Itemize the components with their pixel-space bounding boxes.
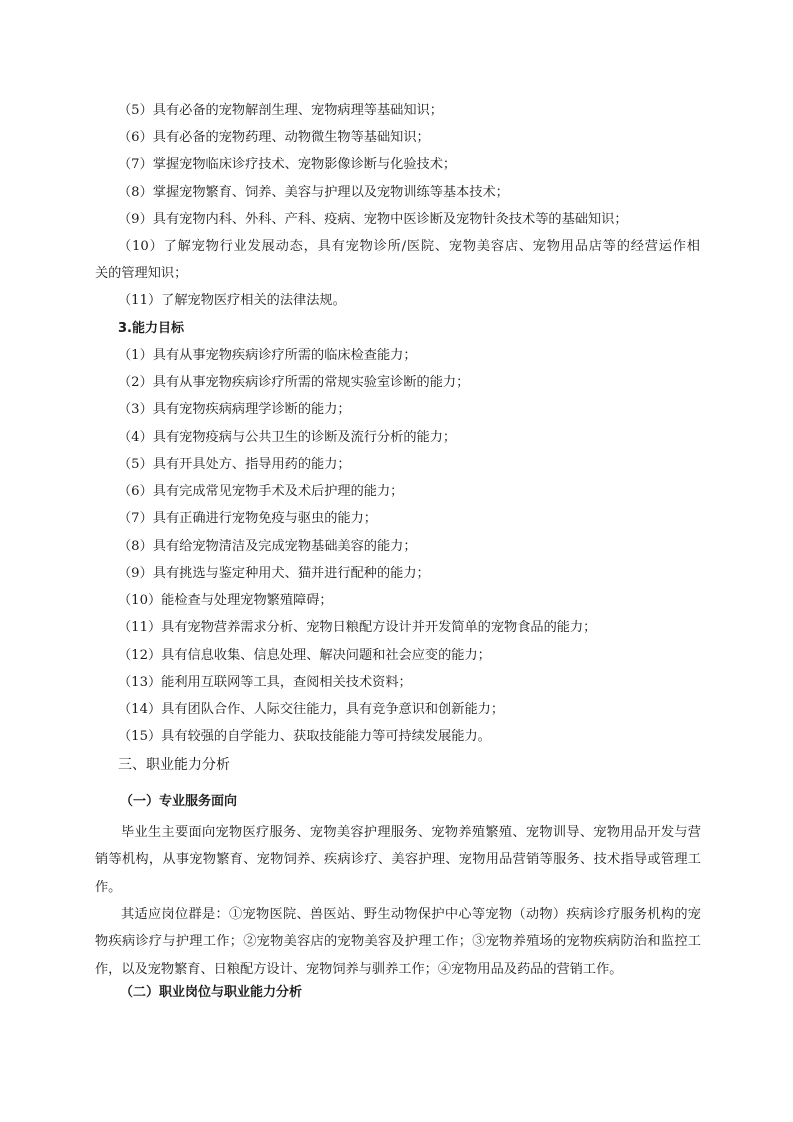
ability-item-9: （9）具有挑选与鉴定种用犬、猫并进行配种的能力； [118,566,430,581]
ability-item-15: （15）具有较强的自学能力、获取技能能力等可持续发展能力。 [118,729,491,744]
sub-two-title: （二）职业岗位与职业能力分析 [120,985,303,1000]
section-three-title: 三、职业能力分析 [118,757,230,773]
ability-item-4: （4）具有宠物疫病与公共卫生的诊断及流行分析的能力； [118,430,457,445]
knowledge-item-7: （7）掌握宠物临床诊疗技术、宠物影像诊断与化验技术； [118,157,457,172]
ability-item-5: （5）具有开具处方、指导用药的能力； [118,457,351,472]
ability-item-10: （10）能检查与处理宠物繁殖障碍； [118,593,333,608]
knowledge-item-9: （9）具有宠物内科、外科、产科、疫病、宠物中医诊断及宠物针灸技术等的基础知识； [118,212,628,227]
ability-item-7: （7）具有正确进行宠物免疫与驱虫的能力； [118,511,377,526]
ability-item-6: （6）具有完成常见宠物手术及术后护理的能力； [118,484,404,499]
ability-item-2: （2）具有从事宠物疾病诊疗所需的常规实验室诊断的能力； [118,375,470,390]
sub-one-para2: 其适应岗位群是：①宠物医院、兽医站、野生动物保护中心等宠物（动物）疾病诊疗服务机构的宠物疾病诊疗与护理工作；②宠物美容店的宠物美容及护理工作；③宠物养殖场的宠物疾病防治和监控工作，以及宠物繁育、日粮配方设计、宠物饲养与驯养工作；④宠物用品及药品的营销工作。 [95,907,701,977]
ability-item-13: （13）能利用互联网等工具，查阅相关技术资料； [118,675,412,690]
sub-one-title: （一）专业服务面向 [120,794,238,809]
ability-item-3: （3）具有宠物疾病病理学诊断的能力； [118,402,351,417]
knowledge-item-11: （11）了解宠物医疗相关的法律法规。 [118,293,346,308]
ability-goals-heading: 3.能力目标 [118,321,184,336]
knowledge-item-5: （5）具有必备的宠物解剖生理、宠物病理等基础知识； [118,103,443,118]
sub-one-para1: 毕业生主要面向宠物医疗服务、宠物美容护理服务、宠物养殖繁殖、宠物训导、宠物用品开发与营销等机构，从事宠物繁育、宠物饲养、疾病诊疗、美容护理、宠物用品营销等服务、技术指导或管理工作。 [95,825,701,895]
ability-item-14: （14）具有团队合作、人际交往能力，具有竞争意识和创新能力； [118,702,505,717]
ability-item-11: （11）具有宠物营养需求分析、宠物日粮配方设计并开发简单的宠物食品的能力； [118,620,597,635]
knowledge-item-10-cont: 关的管理知识； [95,266,188,281]
ability-item-1: （1）具有从事宠物疾病诊疗所需的临床检查能力； [118,348,417,363]
knowledge-item-6: （6）具有必备的宠物药理、动物微生物等基础知识； [118,130,430,145]
ability-item-12: （12）具有信息收集、信息处理、解决问题和社会应变的能力； [118,648,491,663]
ability-item-8: （8）具有给宠物清洁及完成宠物基础美容的能力； [118,539,417,554]
knowledge-item-8: （8）掌握宠物繁育、饲养、美容与护理以及宠物训练等基本技术； [118,185,509,200]
knowledge-item-10: （10）了解宠物行业发展动态，具有宠物诊所/医院、宠物美容店、宠物用品店等的经营运作相 [118,239,700,254]
